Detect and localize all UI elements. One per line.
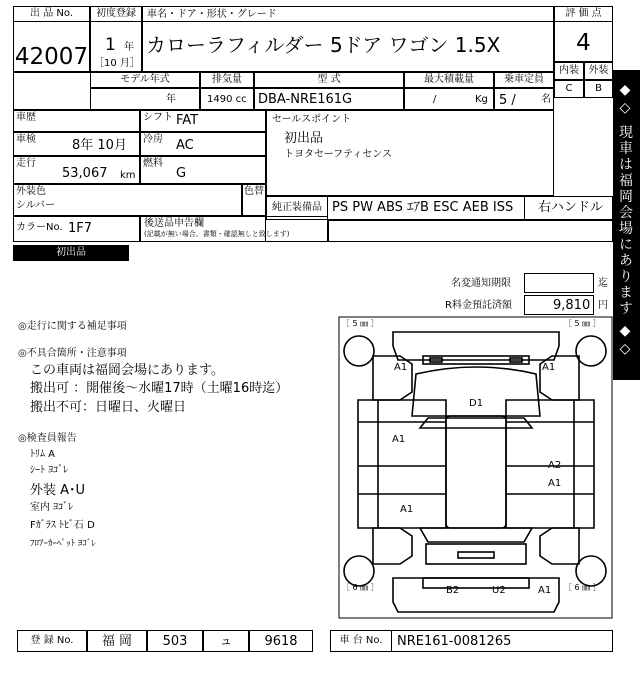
ac-label: 冷房 <box>143 134 163 145</box>
equipment-value: PS PW ABS ｴｱB ESC AEB ISS <box>332 200 514 215</box>
damage-mark: A1 <box>548 478 562 489</box>
registration-label: 登 録 No. <box>17 630 87 652</box>
tire-front-left <box>344 336 374 366</box>
history-label: 車歴 <box>16 112 36 123</box>
chassis-label: 車 台 No. <box>330 630 392 652</box>
ac-value: AC <box>176 138 194 153</box>
driving-notes-title: ◎走行に関する補足事項 <box>18 321 127 332</box>
interior-label: 内装 <box>554 62 584 80</box>
first-listing-badge-label: 初出品 <box>56 247 86 258</box>
aftermarket-label: 後送品申告欄 <box>144 218 204 229</box>
car-name: カローラフィルダー 5ドア ワゴン 1.5X <box>146 33 501 57</box>
name-change-label: 名変通知期限 <box>451 278 511 289</box>
first-registration-year: 1 <box>105 35 116 55</box>
grade-label: 評 価 点 <box>554 6 613 22</box>
sales-point-label: セールスポイント <box>272 114 352 125</box>
defect-line: 搬出不可：日曜日、火曜日 <box>30 400 187 415</box>
location-banner-text: ◆◇ 現車は福岡会場にあります ◆◇ <box>617 82 633 359</box>
model-year-unit: 年 <box>166 94 176 105</box>
recycle-value: 9,810 <box>553 298 591 313</box>
capacity-label: 乗車定員 <box>494 72 554 88</box>
model-label: 型 式 <box>254 72 404 88</box>
tire-rear-left <box>344 556 374 586</box>
max-load-unit: Kg <box>475 94 488 105</box>
inspection-value: 8年 10月 <box>72 138 127 153</box>
first-registration-month: ［10 月］ <box>94 58 140 69</box>
tire-depth-rr: ［ 6 ㎜ ］ <box>564 583 601 592</box>
shift-value: FAT <box>176 113 199 128</box>
exterior-grade: B <box>584 80 613 98</box>
mileage-unit: km <box>120 170 136 181</box>
max-load-label: 最大積載量 <box>404 72 494 88</box>
damage-mark: A1 <box>400 504 414 515</box>
inspector-line: ﾄﾘﾑ A <box>30 449 56 460</box>
damage-mark: A2 <box>548 460 562 471</box>
chassis-number: NRE161-0081265 <box>397 634 512 649</box>
sales-point-line2: トヨタセーフティセンス <box>284 149 392 160</box>
damage-mark: A1 <box>538 585 552 596</box>
color-no-label: カラーNo. <box>16 222 63 233</box>
interior-grade: C <box>554 80 584 98</box>
grade-value: 4 <box>576 29 591 56</box>
registration-area: 福 岡 <box>87 630 147 652</box>
aftermarket-note: (記載が無い場合、書類・確認無しと致します) <box>144 230 290 238</box>
inspector-line: ﾌﾛｱｰｶｰﾍﾟｯﾄ ﾖｺﾞﾚ <box>30 539 96 549</box>
defect-line: 搬出可 ：開催後～水曜17時（土曜16時迄） <box>30 381 289 396</box>
car-damage-diagram <box>338 316 614 620</box>
equipment-label: 純正装備品 <box>266 196 328 220</box>
tire-depth-fl: ［ 5 ㎜ ］ <box>342 319 379 328</box>
steering-value: 右ハンドル <box>538 200 604 215</box>
registration-class: 503 <box>147 630 203 652</box>
displacement-label: 排気量 <box>200 72 254 88</box>
car-name-label: 車名・ドア・形状・グレード <box>142 6 554 22</box>
tire-front-right <box>576 336 606 366</box>
damage-mark: A1 <box>392 434 406 445</box>
recycle-label: R料金預託済額 <box>445 300 512 311</box>
name-change-field <box>524 273 594 293</box>
sales-point-line1: 初出品 <box>284 131 324 146</box>
fuel-value: G <box>176 166 187 181</box>
fuel-label: 燃料 <box>143 158 163 169</box>
registration-kana: ュ <box>203 630 249 652</box>
tire-depth-fr: ［ 5 ㎜ ］ <box>564 319 601 328</box>
first-registration-label: 初度登録 <box>90 6 142 22</box>
inspector-report-title: ◎検査員報告 <box>18 433 77 444</box>
color-label: 外装色 <box>16 186 46 197</box>
damage-mark: D1 <box>469 398 484 409</box>
damage-mark: B2 <box>446 585 460 596</box>
color-no-value: 1F7 <box>68 221 93 236</box>
recycle-unit: 円 <box>598 300 608 311</box>
displacement-value: 1490 cc <box>207 94 247 105</box>
lot-number-label: 出 品 No. <box>13 6 90 22</box>
inspector-line: 外装 A･U <box>30 483 86 498</box>
tire-rear-right <box>576 556 606 586</box>
color-change-label: 色替 <box>244 186 264 197</box>
capacity-unit: 名 <box>541 94 551 105</box>
damage-mark: U2 <box>492 585 506 596</box>
mileage-label: 走行 <box>16 158 36 169</box>
name-change-suffix: 迄 <box>598 278 608 289</box>
exterior-label: 外装 <box>584 62 613 80</box>
damage-mark: A1 <box>542 362 556 373</box>
defect-line: この車両は福岡会場にあります。 <box>30 363 224 378</box>
lot-number: 42007 <box>14 43 89 70</box>
damage-mark: A1 <box>394 362 408 373</box>
model-year-label: モデル年式 <box>90 72 200 88</box>
shift-label: シフト <box>143 112 173 123</box>
extra-row <box>328 220 613 242</box>
registration-number: 9618 <box>249 630 313 652</box>
inspector-line: Fｶﾞﾗｽ ﾄﾋﾞ石 D <box>30 520 95 531</box>
inspector-line: ｼｰﾄ ﾖｺﾞﾚ <box>30 465 69 476</box>
model-year-cell <box>90 88 200 110</box>
mileage-value: 53,067 <box>62 166 108 181</box>
color-value: シルバー <box>16 200 56 211</box>
capacity-value: 5 / <box>499 93 516 108</box>
model-value: DBA-NRE161G <box>258 92 353 107</box>
defect-notes-title: ◎不具合箇所・注意事項 <box>18 348 127 359</box>
max-load-slash: / <box>433 94 437 105</box>
year-unit: 年 <box>124 42 134 53</box>
inspection-label: 車検 <box>16 134 36 145</box>
tire-depth-rl: ［ 6 ㎜ ］ <box>342 583 379 592</box>
inspector-line: 室内 ﾖｺﾞﾚ <box>30 502 74 513</box>
